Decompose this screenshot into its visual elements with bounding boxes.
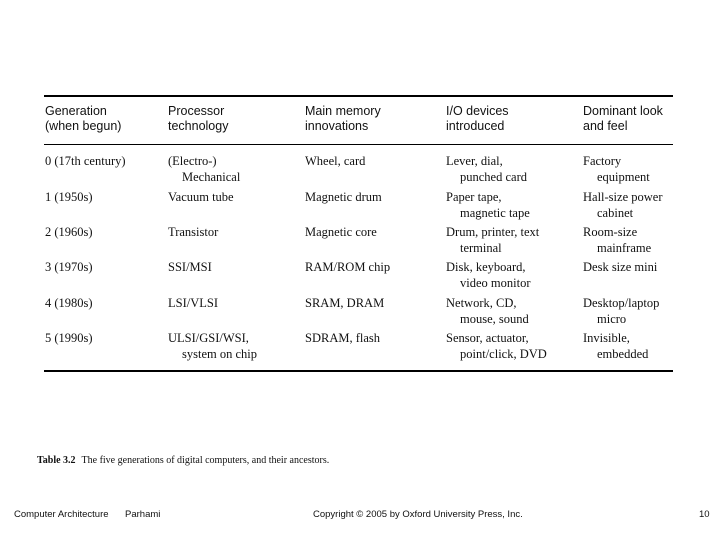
cell-line: cabinet — [597, 206, 634, 220]
cell-line: Magnetic drum — [305, 190, 382, 204]
caption-text: The five generations of digital computers, and their ancestors. — [81, 455, 330, 466]
table-cell-io — [446, 295, 529, 327]
table-cell-look — [583, 189, 662, 221]
cell-line: Desk size mini — [583, 260, 658, 274]
cell-line: SRAM, DRAM — [305, 296, 385, 310]
cell-line: Paper tape, — [446, 190, 502, 204]
table-cell-generation: 0 (17th century) — [45, 154, 126, 168]
cell-line: Vacuum tube — [168, 190, 234, 204]
table-cell-memory — [305, 189, 382, 205]
table-cell-memory — [305, 295, 384, 311]
cell-line: Disk, keyboard, — [446, 260, 526, 274]
header-processor: Processor technology — [168, 104, 229, 133]
table-top-rule — [44, 95, 673, 97]
cell-line: Lever, dial, — [446, 154, 503, 168]
header-generation: Generation (when begun) — [45, 104, 122, 133]
cell-line: RAM/ROM chip — [305, 260, 391, 274]
header-look: Dominant look and feel — [583, 104, 663, 133]
cell-line: micro — [597, 312, 627, 326]
cell-line: Magnetic core — [305, 225, 377, 239]
table-cell-look — [583, 153, 650, 185]
footer-copyright: Copyright © 2005 by Oxford University Press, Inc. — [313, 509, 523, 520]
table-header-rule — [44, 144, 673, 145]
table-cell-io — [446, 153, 527, 185]
cell-line: Room-size — [583, 225, 638, 239]
header-io: I/O devices introduced — [446, 104, 509, 133]
table-caption — [37, 455, 329, 466]
caption-label: Table 3.2 — [37, 455, 76, 466]
cell-line: punched card — [460, 170, 527, 184]
cell-line: SSI/MSI — [168, 260, 212, 274]
cell-line: Mechanical — [182, 170, 241, 184]
cell-line: SDRAM, flash — [305, 331, 381, 345]
cell-line: magnetic tape — [460, 206, 530, 220]
table-cell-look — [583, 224, 651, 256]
cell-line: Hall-size power — [583, 190, 663, 204]
cell-line: Factory — [583, 154, 622, 168]
page-number: 10 — [699, 509, 710, 520]
header-memory: Main memory innovations — [305, 104, 381, 133]
table-cell-processor — [168, 224, 218, 240]
table-cell-io — [446, 224, 539, 256]
cell-line: ULSI/GSI/WSI, — [168, 331, 249, 345]
table-bottom-rule — [44, 370, 673, 372]
cell-line: mouse, sound — [460, 312, 529, 326]
cell-line: Wheel, card — [305, 154, 366, 168]
table-cell-processor — [168, 330, 257, 362]
table-cell-processor — [168, 153, 240, 185]
table-cell-generation: 3 (1970s) — [45, 260, 93, 274]
cell-line: LSI/VLSI — [168, 296, 218, 310]
cell-line: point/click, DVD — [460, 347, 547, 361]
table-cell-io — [446, 259, 530, 291]
cell-line: system on chip — [182, 347, 257, 361]
table-cell-look — [583, 330, 648, 362]
cell-line: embedded — [597, 347, 649, 361]
cell-line: Desktop/laptop — [583, 296, 660, 310]
cell-line: Transistor — [168, 225, 219, 239]
table-cell-io — [446, 189, 530, 221]
table-cell-look — [583, 259, 657, 275]
cell-line: Invisible, — [583, 331, 630, 345]
cell-line: Drum, printer, text — [446, 225, 540, 239]
table-cell-processor — [168, 295, 218, 311]
cell-line: Sensor, actuator, — [446, 331, 529, 345]
table-cell-memory — [305, 330, 380, 346]
table-cell-processor — [168, 259, 212, 275]
cell-line: video monitor — [460, 276, 531, 290]
table-cell-memory — [305, 153, 365, 169]
footer-author: Parhami — [125, 509, 161, 520]
table-cell-processor — [168, 189, 234, 205]
cell-line: equipment — [597, 170, 650, 184]
cell-line: terminal — [460, 241, 502, 255]
table-cell-memory — [305, 224, 377, 240]
table-cell-io — [446, 330, 547, 362]
cell-line: mainframe — [597, 241, 652, 255]
table-cell-generation: 1 (1950s) — [45, 190, 93, 204]
table-cell-generation: 2 (1960s) — [45, 225, 93, 239]
table-cell-memory — [305, 259, 390, 275]
cell-line: (Electro-) — [168, 154, 217, 168]
footer-course: Computer Architecture — [14, 509, 109, 520]
table-cell-generation: 4 (1980s) — [45, 296, 93, 310]
cell-line: Network, CD, — [446, 296, 517, 310]
table-cell-generation: 5 (1990s) — [45, 331, 93, 345]
table-cell-look — [583, 295, 659, 327]
